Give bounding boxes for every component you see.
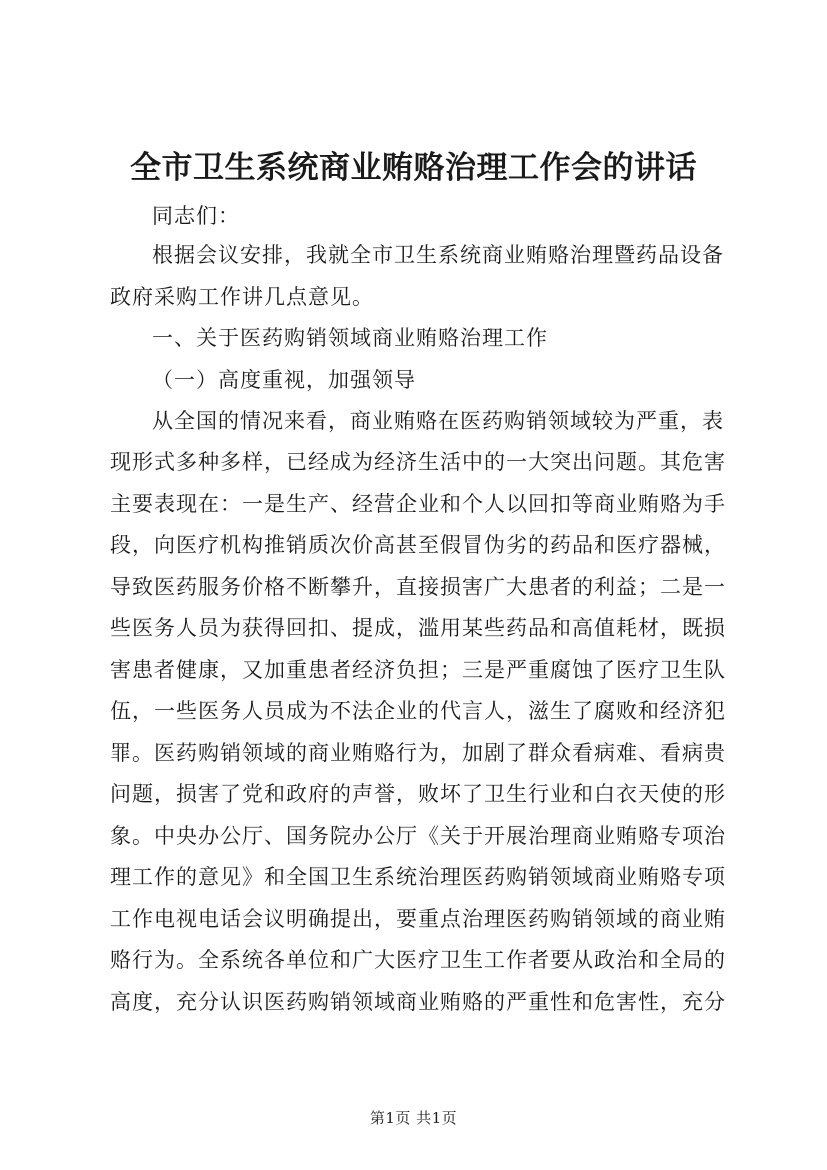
body-line: 害患者健康，又加重患者经济负担；三是严重腐蚀了医疗卫生队	[110, 658, 726, 682]
body-line: 赂行为。全系统各单位和广大医疗卫生工作者要从政治和全局的	[110, 948, 726, 972]
body-line: 问题，损害了党和政府的声誉，败坏了卫生行业和白衣天使的形	[110, 782, 726, 806]
body-line: 伍，一些医务人员成为不法企业的代言人，滋生了腐败和经济犯	[110, 699, 726, 723]
intro-line: 根据会议安排，我就全市卫生系统商业贿赂治理暨药品设备	[152, 243, 724, 267]
greeting: 同志们：	[152, 204, 240, 228]
body-line: 导致医药服务价格不断攀升，直接损害广大患者的利益；二是一	[110, 575, 726, 599]
body-line: 高度，充分认识医药购销领域商业贿赂的严重性和危害性，充分	[110, 990, 726, 1014]
page-footer: 第1页 共1页	[369, 1109, 458, 1127]
body-line: 理工作的意见》和全国卫生系统治理医药购销领域商业贿赂专项	[110, 865, 726, 889]
body-line: 工作电视电话会议明确提出，要重点治理医药购销领域的商业贿	[110, 907, 726, 931]
body-line: 罪。医药购销领域的商业贿赂行为，加剧了群众看病难、看病贵	[110, 741, 726, 765]
document-title: 全市卫生系统商业贿赂治理工作会的讲话	[130, 150, 697, 186]
subsection-heading: （一）高度重视，加强领导	[152, 368, 416, 392]
body-line: 现形式多种多样，已经成为经济生活中的一大突出问题。其危害	[110, 450, 726, 474]
intro-line: 政府采购工作讲几点意见。	[110, 285, 374, 309]
body-line: 从全国的情况来看，商业贿赂在医药购销领域较为严重，表	[152, 409, 724, 433]
section-heading: 一、关于医药购销领域商业贿赂治理工作	[152, 326, 548, 350]
body-line: 象。中央办公厅、国务院办公厅《关于开展治理商业贿赂专项治	[110, 824, 726, 848]
body-line: 段，向医疗机构推销质次价高甚至假冒伪劣的药品和医疗器械，	[110, 533, 726, 557]
body-line: 主要表现在：一是生产、经营企业和个人以回扣等商业贿赂为手	[110, 492, 726, 516]
body-line: 些医务人员为获得回扣、提成，滥用某些药品和高值耗材，既损	[110, 616, 726, 640]
